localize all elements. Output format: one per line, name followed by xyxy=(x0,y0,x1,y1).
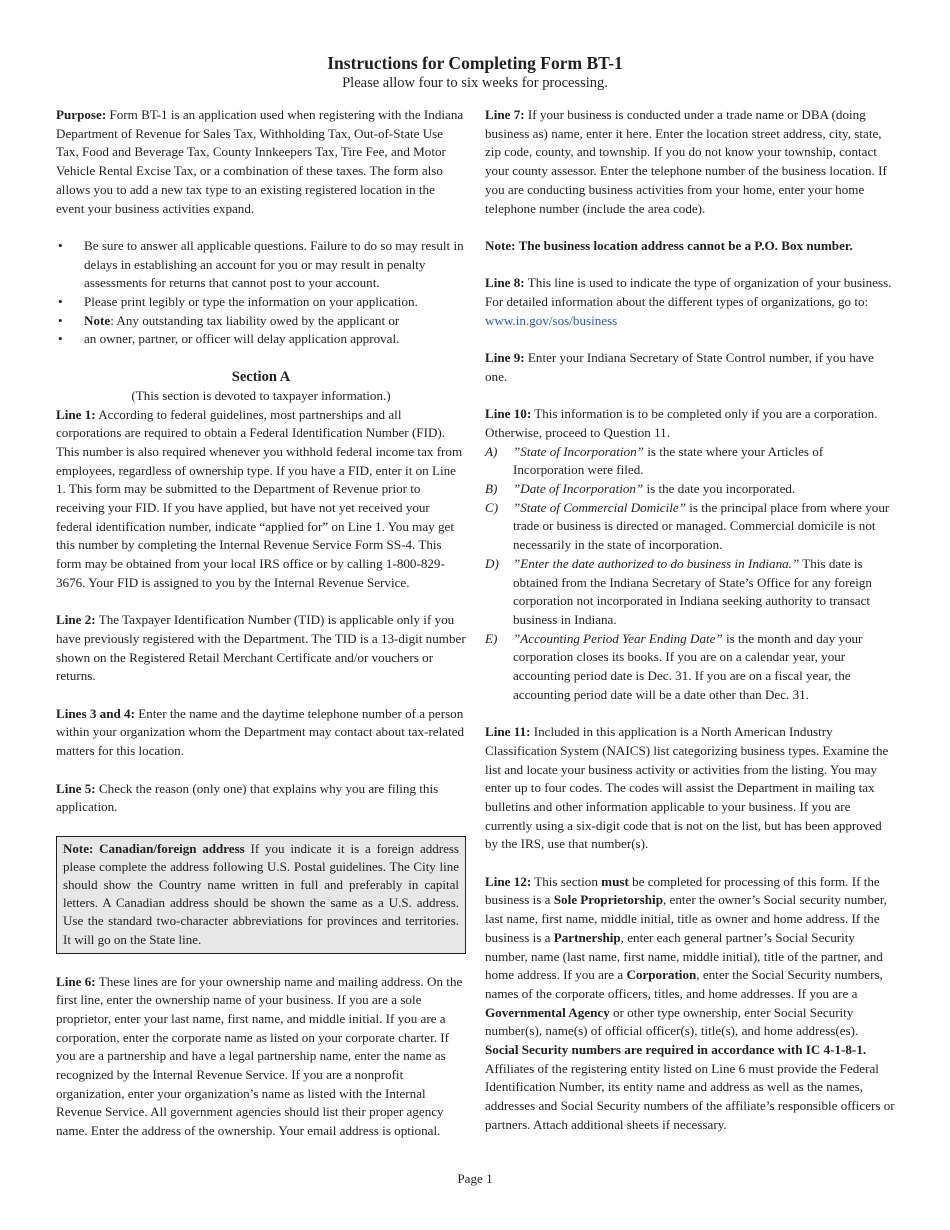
line12-text: , enter each general partner’s Social Security number, name (last name, first name, middle initial), title of the partner, and home address. If you are a xyxy=(485,929,883,983)
left-column xyxy=(56,106,466,1160)
line12-text: , enter the Social Security numbers, names of the corporate officers, titles, and home addresses. If you are a xyxy=(485,967,883,1001)
line7-text: If your business is conducted under a trade name or DBA (doing business as) name, enter it here. Enter the location street address, city, state, zip code, county, and township. If you do not know your township, contact your county assessor. Enter the telephone number of the business location. If you are conducting business activities from your home, enter your home telephone number (include the area code). xyxy=(485,107,887,216)
line12-paragraph xyxy=(485,873,895,1135)
line6-text: These lines are for your ownership name and mailing address. On the first line, enter the ownership name of your business. If you are a sole proprietor, enter your last name, first name, and middle initial. If you are a corporation, enter the corporate name as listed on your corporate charter. If you are a partnership and have a legal partnership name, enter the name as recognized by the Internal Revenue Service. If you are a nonprofit organization, enter your organization’s name as listed with the Internal Revenue Service. All government agencies should list their proper agency name. Enter the address of the ownership. Your email address is optional. xyxy=(56,973,463,1139)
line12-label: Line 12: xyxy=(485,873,532,889)
line10-list xyxy=(485,443,895,705)
right-column xyxy=(485,106,895,1153)
list-term: ”State of Incorporation” xyxy=(513,443,644,459)
line5-text: Check the reason (only one) that explains why you are filing this application. xyxy=(56,780,439,815)
list-term: ”Accounting Period Year Ending Date” xyxy=(513,630,723,646)
list-item xyxy=(485,555,895,630)
bullet-text: : Any outstanding tax liability owed by the applicant or xyxy=(110,312,400,328)
line1-text: According to federal guidelines, most partnerships and all corporations are required to obtain a Federal Identification Number (FID). This number is also required whenever you withhold federal income tax from employees, regardless of ownership type. If you have a FID, enter it on Line 1. This form may be submitted to the Department of Revenue prior to receiving your FID. If you have applied, but have not yet received your federal identification number, indicate “applied for” on Line 1. You may get this number by completing the Internal Revenue Service Form SS-4. This form may be obtained from your local IRS office or by calling 1-800-829-3676. Your FID is assigned to you by the Internal Revenue Service. xyxy=(56,406,463,590)
sos-business-link[interactable]: www.in.gov/sos/business xyxy=(485,312,618,328)
line5-paragraph xyxy=(56,780,466,817)
section-a-heading: Section A xyxy=(231,368,291,385)
list-item xyxy=(485,499,895,555)
line9-text: Enter your Indiana Secretary of State Control number, if you have one. xyxy=(485,350,874,384)
line8-paragraph xyxy=(485,274,895,330)
note-label: Note xyxy=(84,312,111,328)
line12-text: Affiliates of the registering entity listed on Line 6 must provide the Federal Identification Number, its entity name and address as well as the names, addresses and Social Security numbers of the affiliate’s responsible officers or partners. Attach additional sheets if necessary. xyxy=(485,1060,895,1132)
list-text: is the date you incorporated. xyxy=(643,481,796,496)
page-title: Instructions for Completing Form BT-1 xyxy=(327,53,623,73)
line8-text: This line is used to indicate the type of organization of your business. For detailed information about the different types of organizations, go to: xyxy=(485,275,892,309)
ssn-requirement: Social Security numbers are required in accordance with IC 4-1-8-1. xyxy=(485,1042,867,1058)
line7-paragraph xyxy=(485,106,895,218)
line8-label: Line 8: xyxy=(485,275,525,291)
list-term: ”Date of Incorporation” xyxy=(513,481,644,496)
page-subtitle: Please allow four to six weeks for processing. xyxy=(342,75,608,91)
line10-paragraph xyxy=(485,405,895,442)
purpose-paragraph xyxy=(56,106,466,218)
list-marker: B) xyxy=(485,481,498,496)
bullet-text: an owner, partner, or officer will delay application approval. xyxy=(84,331,400,347)
corporation-term: Corporation xyxy=(626,967,697,983)
line12-text: be completed for processing of this form. If the business is a xyxy=(485,873,880,908)
foreign-note-label: Note: Canadian/foreign address xyxy=(63,840,245,856)
foreign-address-note-box xyxy=(56,836,466,954)
list-text: is the principal place from where your trade or business is directed or managed. Commercial domicile is not necessarily in the state of incorporation. xyxy=(513,499,890,553)
line2-text: The Taxpayer Identification Number (TID) is applicable only if you have previously registered with the Department. The TID is a 13-digit number shown on the Registered Retail Merchant Certificate and/or vouchers or returns. xyxy=(56,612,466,684)
must-emphasis: must xyxy=(601,873,629,889)
lines34-label: Lines 3 and 4: xyxy=(56,705,135,721)
line1-label: Line 1: xyxy=(56,406,96,422)
bullet-text: Please print legibly or type the information on your application. xyxy=(84,294,418,310)
line2-paragraph xyxy=(56,611,466,686)
line11-label: Line 11: xyxy=(485,724,531,740)
list-marker: D) xyxy=(485,555,499,571)
section-a-subheading: (This section is devoted to taxpayer information.) xyxy=(131,387,391,403)
list-term: ”State of Commercial Domicile” xyxy=(513,499,686,515)
line11-paragraph xyxy=(485,723,895,854)
po-box-note xyxy=(485,237,895,256)
line12-text: or other type ownership, enter Social Security number(s), name(s) of official officer(s), title(s), and home address(es). xyxy=(485,1004,859,1039)
partnership-term: Partnership xyxy=(553,929,621,945)
bullet-text: Be sure to answer all applicable questions. Failure to do so may result in delays in establishing an account for you or may result in penalty assessments for returns that cannot post to your account. xyxy=(84,237,464,291)
list-text: This date is obtained from the Indiana Secretary of State’s Office for any foreign corporation not incorporated in Indiana seeking authority to transact business in Indiana. xyxy=(513,555,872,627)
line11-text: Included in this application is a North American Industry Classification System (NAICS) list categorizing business types. Examine the list and locate your business activity or activities from the listing. You may enter up to four codes. The codes will assist the Department in mailing tax bulletins and other information applicable to your business. If you are currently using a six-digit code that is not on the list, but has been approved by the IRS, use that number(s). xyxy=(485,724,889,852)
line12-text: This section xyxy=(531,873,602,889)
line7-label: Line 7: xyxy=(485,107,525,122)
list-item xyxy=(56,312,466,331)
line1-paragraph xyxy=(56,406,466,593)
purpose-label: Purpose: xyxy=(56,107,107,122)
list-text: is the month and day your corporation closes its books. If you are on a calendar year, your accounting period date is Dec. 31. If you are on a fiscal year, the accounting period date will be a date other than Dec. 31. xyxy=(513,630,863,702)
lines34-text: Enter the name and the daytime telephone number of a person within your organization whom the Department may contact about tax-related matters for this location. xyxy=(56,705,465,759)
governmental-agency-term: Governmental Agency xyxy=(485,1004,610,1020)
purpose-text: Form BT-1 is an application used when registering with the Indiana Department of Revenue for Sales Tax, Withholding Tax, Out-of-State Use Tax, Food and Beverage Tax, County Innkeepers Tax, Tire Fee, and Motor Vehicle Rental Excise Tax, or a combination of these taxes. The form also allows you to add a new tax type to an existing registered location in the event your business activities expand. xyxy=(56,107,464,216)
line6-paragraph xyxy=(56,973,466,1141)
list-item xyxy=(56,293,466,312)
line5-label: Line 5: xyxy=(56,780,96,796)
list-marker: C) xyxy=(485,499,499,515)
list-item xyxy=(485,630,895,705)
page-number: Page 1 xyxy=(457,1171,493,1186)
line10-text: This information is to be completed only if you are a corporation. Otherwise, proceed to Question 11. xyxy=(485,406,878,440)
line10-label: Line 10: xyxy=(485,406,532,422)
line12-text: , enter the owner’s Social security number, last name, first name, middle initial, title as owner and home address. If the business is a xyxy=(485,892,887,945)
bullet-list xyxy=(56,237,466,349)
foreign-note-text: If you indicate it is a foreign address please complete the address following U.S. Postal guidelines. The City line should show the Country name written in full and preferably in capital letters. A Canadian address should be shown the same as a U.S. address. Use the standard two-character abbreviations for provinces and territories. It will go on the State line. xyxy=(63,840,459,947)
list-marker: E) xyxy=(485,630,498,646)
list-item xyxy=(485,443,895,480)
list-term: ”Enter the date authorized to do business in Indiana.” xyxy=(513,555,800,571)
list-item xyxy=(56,330,466,349)
sole-proprietorship-term: Sole Proprietorship xyxy=(553,892,663,908)
lines34-paragraph xyxy=(56,705,466,761)
po-box-note-text: Note: The business location address cannot be a P.O. Box number. xyxy=(485,237,853,253)
list-text: is the state where your Articles of Incorporation were filed. xyxy=(513,443,824,478)
list-item xyxy=(485,480,895,499)
line9-label: Line 9: xyxy=(485,350,525,366)
list-item xyxy=(56,237,466,293)
line9-paragraph xyxy=(485,349,895,386)
list-marker: A) xyxy=(485,443,498,459)
line2-label: Line 2: xyxy=(56,612,96,628)
line6-label: Line 6: xyxy=(56,973,96,989)
